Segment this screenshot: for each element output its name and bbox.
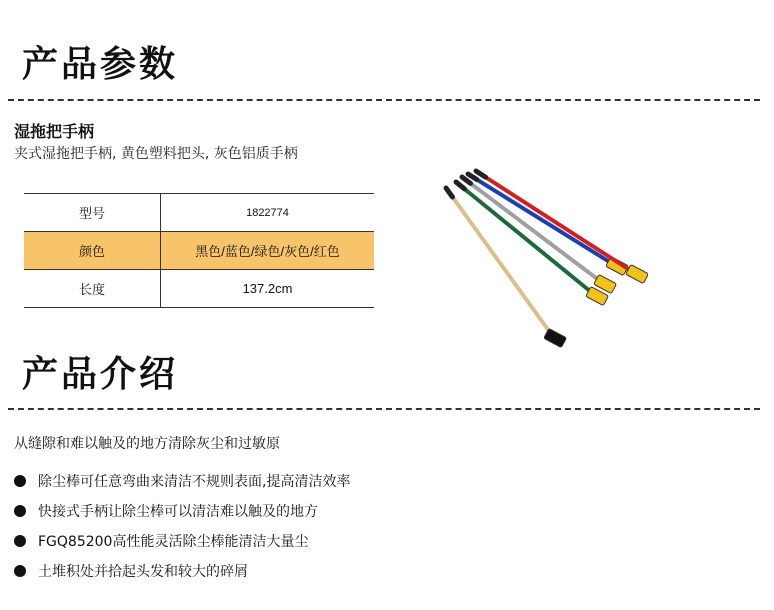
spec-row-length — [24, 270, 374, 308]
feature-list — [14, 466, 350, 586]
mop-clamp-head — [544, 328, 567, 347]
bullet-icon — [14, 475, 26, 487]
list-item — [14, 496, 350, 526]
section-title-params: 产品参数 — [22, 43, 179, 85]
mop-handle-shaft — [476, 171, 636, 274]
mop-handle-group — [446, 171, 648, 348]
mop-handles-image — [436, 168, 648, 354]
spec-row-color — [24, 232, 374, 270]
list-item — [14, 556, 350, 586]
list-item-text: 除尘棒可任意弯曲来清洁不规则表面,提高清洁效率 — [38, 474, 351, 490]
mop-handle-grip — [462, 177, 471, 183]
list-item-text: FGQ85200高性能灵活除尘棒能清洁大量尘 — [38, 534, 309, 550]
mop-handle-grip — [456, 182, 464, 189]
list-item — [14, 526, 350, 556]
spec-key: 颜色 — [24, 232, 161, 270]
intro-lead: 从缝隙和难以触及的地方清除灰尘和过敏原 — [14, 436, 280, 452]
bullet-icon — [14, 535, 26, 547]
section-title-intro: 产品介绍 — [22, 353, 179, 395]
spec-value: 黑色/蓝色/绿色/灰色/红色 — [161, 232, 375, 270]
list-item — [14, 466, 350, 496]
product-name: 湿拖把手柄 — [14, 122, 95, 141]
spec-row-model — [24, 194, 374, 232]
mop-handle-grip — [476, 171, 486, 177]
mop-clamp-head — [626, 264, 648, 283]
spec-table — [24, 193, 374, 308]
list-item-text: 快接式手柄让除尘棒可以清洁难以触及的地方 — [38, 504, 318, 520]
section-divider — [8, 99, 760, 101]
mop-handle-shaft — [462, 177, 604, 284]
product-description: 夹式湿拖把手柄, 黄色塑料把头, 灰色铝质手柄 — [14, 146, 298, 162]
bullet-icon — [14, 565, 26, 577]
mop-handle-grip — [468, 174, 477, 180]
spec-key: 型号 — [24, 194, 161, 232]
mop-handle-grip — [446, 188, 452, 197]
bullet-icon — [14, 505, 26, 517]
section-divider — [8, 408, 760, 410]
list-item-text: 土堆积处并拾起头发和较大的碎屑 — [38, 564, 248, 580]
spec-value: 1822774 — [161, 194, 375, 232]
spec-key: 长度 — [24, 270, 161, 308]
spec-value: 137.2cm — [161, 270, 375, 308]
